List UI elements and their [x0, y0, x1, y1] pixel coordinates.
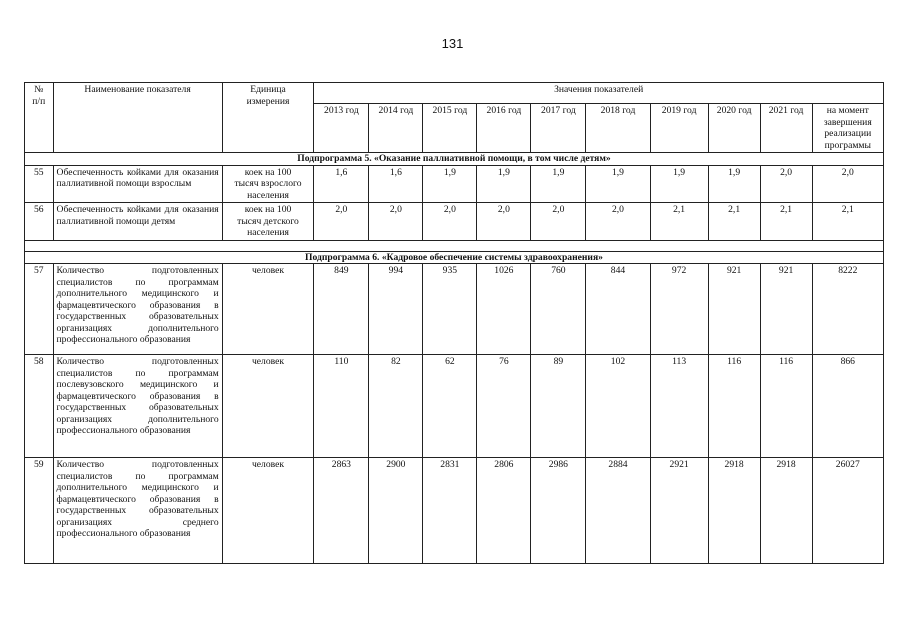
indicators-table — [24, 82, 884, 564]
value-cell: 2806 — [477, 458, 531, 564]
value-cell: 2831 — [423, 458, 477, 564]
value-cell: 2884 — [586, 458, 650, 564]
indicator-name: Количество подготовленных специалистов по программам дополнительного медицинского и фармацевтического образования в государственных образовательных организациях среднего профессионального образования — [53, 458, 222, 564]
value-cell: 2921 — [650, 458, 708, 564]
value-cell: 82 — [369, 355, 423, 458]
value-cell: 2,1 — [760, 203, 812, 241]
value-cell: 1,6 — [369, 165, 423, 203]
value-cell: 2,0 — [760, 165, 812, 203]
value-cell: 994 — [369, 264, 423, 355]
value-cell: 2900 — [369, 458, 423, 564]
row-number: 57 — [25, 264, 54, 355]
value-cell: 1026 — [477, 264, 531, 355]
value-cell: 113 — [650, 355, 708, 458]
header-no: № п/п — [25, 83, 54, 153]
value-cell: 110 — [314, 355, 369, 458]
value-cell: 2863 — [314, 458, 369, 564]
value-cell: 866 — [812, 355, 883, 458]
indicator-name: Обеспеченность койками для оказания паллиативной помощи взрослым — [53, 165, 222, 203]
table-row — [25, 165, 884, 203]
value-cell: 849 — [314, 264, 369, 355]
indicator-name: Количество подготовленных специалистов по программам послевузовского медицинского и фармацевтического образования в государственных образовательных организациях дополнительного профессионального образования — [53, 355, 222, 458]
value-cell: 2,0 — [586, 203, 650, 241]
header-values: Значения показателей — [314, 83, 884, 104]
value-cell: 2918 — [708, 458, 760, 564]
header-year: 2019 год — [650, 104, 708, 153]
row-number: 59 — [25, 458, 54, 564]
value-cell: 1,9 — [423, 165, 477, 203]
unit: человек — [222, 264, 314, 355]
value-cell: 2986 — [531, 458, 586, 564]
table-row — [25, 203, 884, 241]
header-final: на момент завершения реализации программы — [812, 104, 883, 153]
value-cell: 844 — [586, 264, 650, 355]
table-body — [25, 83, 884, 564]
value-cell: 89 — [531, 355, 586, 458]
header-name: Наименование показателя — [53, 83, 222, 153]
header-unit: Единица измерения — [222, 83, 314, 153]
value-cell: 2,0 — [423, 203, 477, 241]
section-title: Подпрограмма 5. «Оказание паллиативной помощи, в том числе детям» — [25, 153, 884, 166]
table-row — [25, 264, 884, 355]
value-cell: 1,9 — [708, 165, 760, 203]
row-number: 56 — [25, 203, 54, 241]
value-cell: 921 — [708, 264, 760, 355]
header-row — [25, 83, 884, 104]
value-cell: 2,0 — [314, 203, 369, 241]
spacer — [25, 240, 884, 251]
value-cell: 1,9 — [650, 165, 708, 203]
value-cell: 2,0 — [369, 203, 423, 241]
value-cell: 102 — [586, 355, 650, 458]
value-cell: 1,9 — [531, 165, 586, 203]
value-cell: 1,9 — [477, 165, 531, 203]
value-cell: 935 — [423, 264, 477, 355]
value-cell: 2918 — [760, 458, 812, 564]
value-cell: 1,9 — [586, 165, 650, 203]
unit: человек — [222, 355, 314, 458]
section-title: Подпрограмма 6. «Кадровое обеспечение системы здравоохранения» — [25, 251, 884, 264]
spacer-row — [25, 240, 884, 251]
value-cell: 116 — [760, 355, 812, 458]
header-year: 2021 год — [760, 104, 812, 153]
unit: коек на 100 тысяч взрослого населения — [222, 165, 314, 203]
header-year: 2013 год — [314, 104, 369, 153]
value-cell: 2,0 — [812, 165, 883, 203]
table-row — [25, 458, 884, 564]
value-cell: 2,1 — [708, 203, 760, 241]
header-year: 2017 год — [531, 104, 586, 153]
value-cell: 2,0 — [531, 203, 586, 241]
value-cell: 116 — [708, 355, 760, 458]
value-cell: 2,1 — [812, 203, 883, 241]
value-cell: 76 — [477, 355, 531, 458]
header-year: 2014 год — [369, 104, 423, 153]
value-cell: 26027 — [812, 458, 883, 564]
page-number: 131 — [441, 36, 464, 51]
indicator-name: Количество подготовленных специалистов по программам дополнительного медицинского и фармацевтического образования в государственных образовательных организациях дополнительного профессионального образования — [53, 264, 222, 355]
header-year: 2020 год — [708, 104, 760, 153]
value-cell: 760 — [531, 264, 586, 355]
indicator-name: Обеспеченность койками для оказания паллиативной помощи детям — [53, 203, 222, 241]
value-cell: 921 — [760, 264, 812, 355]
value-cell: 2,1 — [650, 203, 708, 241]
table-row — [25, 355, 884, 458]
header-year: 2016 год — [477, 104, 531, 153]
value-cell: 2,0 — [477, 203, 531, 241]
section-title-row — [25, 251, 884, 264]
row-number: 55 — [25, 165, 54, 203]
value-cell: 972 — [650, 264, 708, 355]
value-cell: 62 — [423, 355, 477, 458]
value-cell: 8222 — [812, 264, 883, 355]
section-title-row — [25, 153, 884, 166]
unit: коек на 100 тысяч детского населения — [222, 203, 314, 241]
row-number: 58 — [25, 355, 54, 458]
header-year: 2015 год — [423, 104, 477, 153]
header-year: 2018 год — [586, 104, 650, 153]
value-cell: 1,6 — [314, 165, 369, 203]
unit: человек — [222, 458, 314, 564]
